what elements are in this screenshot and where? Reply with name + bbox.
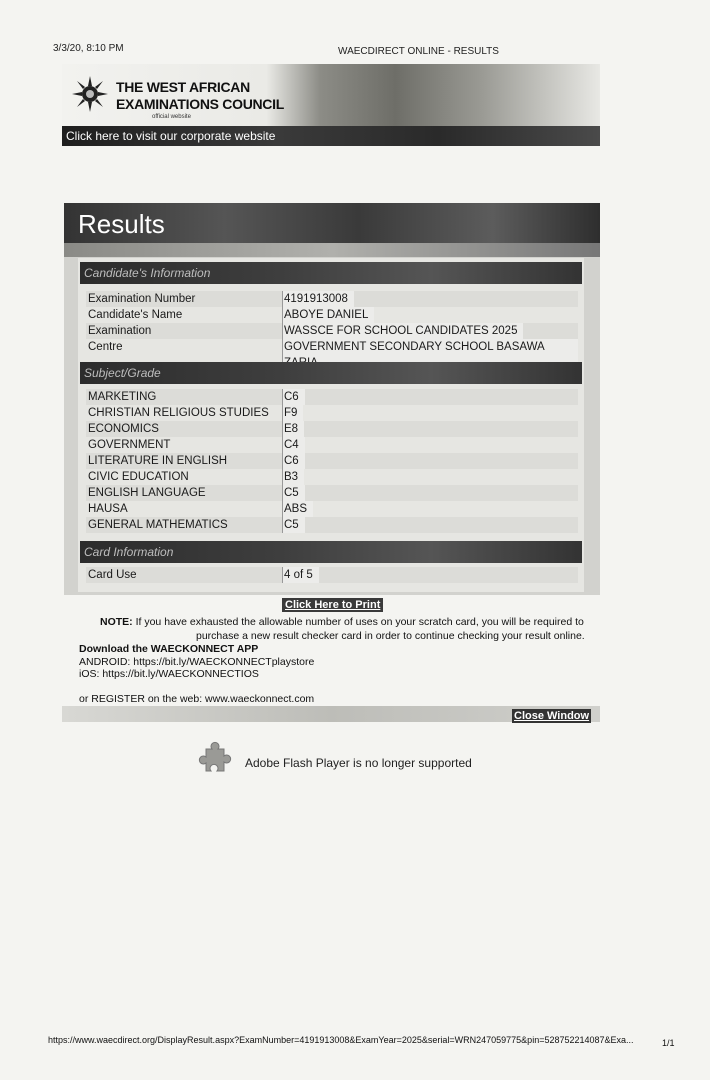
table-row xyxy=(86,421,578,437)
subject-name: LITERATURE IN ENGLISH xyxy=(88,455,228,467)
candidate-info-header: Candidate's Information xyxy=(80,262,582,284)
note-prefix: NOTE: xyxy=(100,616,133,628)
print-datetime: 3/3/20, 8:10 PM xyxy=(53,43,124,54)
table-row xyxy=(86,485,578,501)
subject-name: ENGLISH LANGUAGE xyxy=(88,487,206,499)
print-footer-page: 1/1 xyxy=(662,1038,675,1048)
print-footer-url: https://www.waecdirect.org/DisplayResult.aspx?ExamNumber=4191913008&ExamYear=2025&serial=WRN247059775&pin=528752214087&Exa... xyxy=(48,1035,634,1045)
subject-grade: C5 xyxy=(282,485,305,501)
table-row xyxy=(86,405,578,421)
brand-line-1: THE WEST AFRICAN xyxy=(116,79,250,95)
table-row xyxy=(86,307,578,323)
table-row xyxy=(86,437,578,453)
subject-name: CHRISTIAN RELIGIOUS STUDIES xyxy=(88,407,269,419)
close-window-button[interactable]: Close Window xyxy=(514,710,590,722)
subject-grade-header: Subject/Grade xyxy=(80,362,582,384)
results-subheader-strip xyxy=(64,243,600,257)
table-row xyxy=(86,323,578,339)
table-row xyxy=(86,291,578,307)
subject-grade: C4 xyxy=(282,437,305,453)
register-link[interactable]: or REGISTER on the web: www.waeckonnect.com xyxy=(79,693,315,705)
ios-link[interactable]: iOS: https://bit.ly/WAECKONNECTIOS xyxy=(79,668,259,680)
note-text-2: purchase a new result checker card in order to continue checking your result online. xyxy=(196,630,585,642)
candidate-value: GOVERNMENT SECONDARY SCHOOL BASAWA xyxy=(282,339,578,371)
subject-grade: C6 xyxy=(282,389,305,405)
table-row xyxy=(86,389,578,405)
table-row xyxy=(86,453,578,469)
download-title: Download the WAECKONNECT APP xyxy=(79,643,259,655)
candidate-value: 4191913008 xyxy=(282,291,354,307)
brand-tagline: official website xyxy=(152,114,191,120)
candidate-label: Candidate's Name xyxy=(88,309,183,321)
subject-grade: C5 xyxy=(282,517,305,533)
card-use-value: 4 of 5 xyxy=(282,567,319,583)
candidate-value: ABOYE DANIEL xyxy=(282,307,374,323)
subject-name: GENERAL MATHEMATICS xyxy=(88,519,228,531)
results-title: Results xyxy=(64,203,600,243)
candidate-label: Centre xyxy=(88,341,123,353)
table-row xyxy=(86,567,578,583)
candidate-label: Examination Number xyxy=(88,293,196,305)
table-row xyxy=(86,469,578,485)
table-row xyxy=(86,501,578,517)
table-row xyxy=(86,339,578,355)
candidate-value: WASSCE FOR SCHOOL CANDIDATES 2025 xyxy=(282,323,523,339)
print-button[interactable]: Click Here to Print xyxy=(282,598,383,612)
table-row xyxy=(86,517,578,533)
flash-message: Adobe Flash Player is no longer supported xyxy=(245,756,472,770)
plugin-puzzle-icon xyxy=(196,741,234,779)
note-text-1: If you have exhausted the allowable number of uses on your scratch card, you will be required to xyxy=(135,616,584,628)
subject-grade: E8 xyxy=(282,421,304,437)
subject-name: HAUSA xyxy=(88,503,128,515)
candidate-label: Examination xyxy=(88,325,152,337)
print-page-title: WAECDIRECT ONLINE - RESULTS xyxy=(338,46,499,57)
note-line-1 xyxy=(100,615,600,629)
brand-line-2: EXAMINATIONS COUNCIL xyxy=(116,96,284,112)
android-link[interactable]: ANDROID: https://bit.ly/WAECKONNECTplaystore xyxy=(79,656,315,668)
subject-name: ECONOMICS xyxy=(88,423,159,435)
subject-name: CIVIC EDUCATION xyxy=(88,471,189,483)
corporate-website-link[interactable]: Click here to visit our corporate website xyxy=(62,126,600,146)
subject-grade: C6 xyxy=(282,453,305,469)
card-use-label: Card Use xyxy=(88,569,137,581)
subject-grade: B3 xyxy=(282,469,304,485)
subject-name: MARKETING xyxy=(88,391,157,403)
subject-grade: ABS xyxy=(282,501,313,517)
card-info-header: Card Information xyxy=(80,541,582,563)
waec-seal-icon xyxy=(70,74,110,114)
subject-name: GOVERNMENT xyxy=(88,439,171,451)
subject-grade: F9 xyxy=(282,405,303,421)
